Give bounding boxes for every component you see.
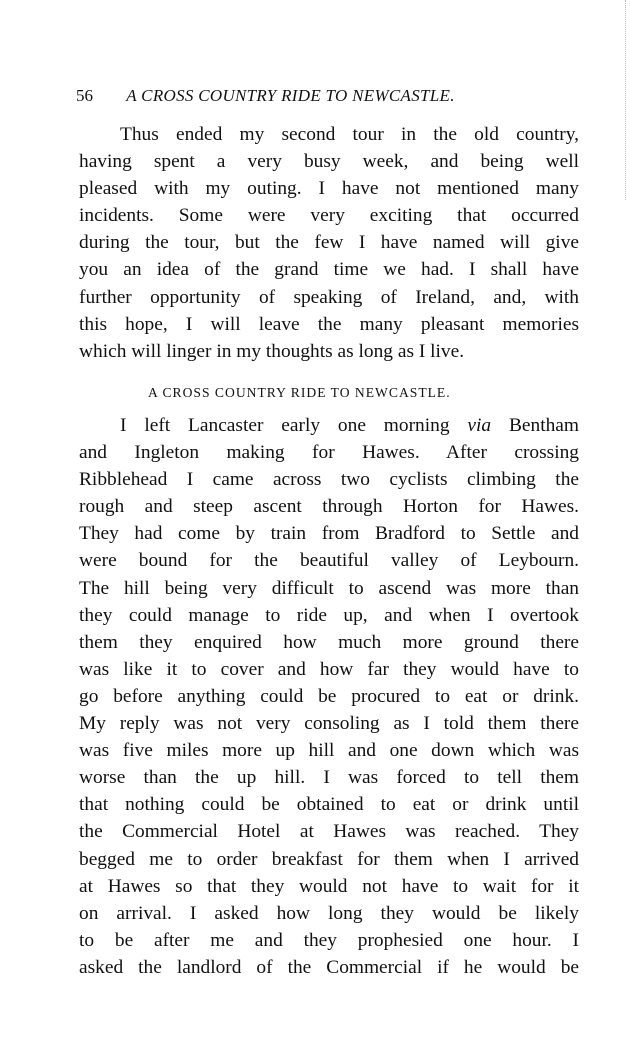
text-line: which will linger in my thoughts as long as I live. [79,340,465,362]
text-line: were bound for the beautiful valley of Leybourn. [79,550,579,572]
text-run: I left Lancaster early one morning [120,415,468,436]
text-run: Bentham [491,415,579,436]
text-line: at Hawes so that they would not have to wait for it [79,875,579,897]
text-line: and Ingleton making for Hawes. After crossing [79,442,579,464]
text-line: begged me to order breakfast for them when I arrived [79,848,579,870]
paragraph-ride-newcastle [79,412,579,981]
section-heading: A CROSS COUNTRY RIDE TO NEWCASTLE. [148,385,451,400]
running-title: A CROSS COUNTRY RIDE TO NEWCASTLE. [126,86,455,105]
text-line: you an idea of the grand time we had. I shall have [79,259,579,281]
page-edge-mark [622,0,626,200]
text-line: this hope, I will leave the many pleasant memories [79,313,579,335]
text-line: The hill being very difficult to ascend was more than [79,577,579,599]
text-line: was five miles more up hill and one down which was [79,740,579,762]
text-line: to be after me and they prophesied one hour. I [79,929,579,951]
text-line: during the tour, but the few I have named will give [79,232,579,254]
text-line: go before anything could be procured to eat or drink. [79,685,579,707]
text-line: on arrival. I asked how long they would be likely [79,902,579,924]
text-line: them they enquired how much more ground there [79,631,579,653]
text-line: the Commercial Hotel at Hawes was reached. They [79,821,579,843]
text-line: pleased with my outing. I have not mentioned many [79,178,579,200]
text-line: that nothing could be obtained to eat or drink until [79,794,579,816]
italic-word: via [467,415,492,436]
text-line: They had come by train from Bradford to Settle and [79,523,579,545]
text-line: Thus ended my second tour in the old country, [120,124,579,145]
text-line: they could manage to ride up, and when I overtook [79,604,579,626]
text-line: My reply was not very consoling as I told them there [79,713,579,735]
text-line: having spent a very busy week, and being well [79,151,579,173]
page-header [76,84,546,108]
text-line: further opportunity of speaking of Ireland, and, with [79,286,579,308]
text-line: asked the landlord of the Commercial if he would be [79,956,579,978]
text-line: was like it to cover and how far they would have to [79,658,579,680]
paragraph-closing-tour [79,121,579,365]
text-line: incidents. Some were very exciting that occurred [79,205,579,227]
page-number: 56 [76,86,93,105]
text-line: worse than the up hill. I was forced to tell them [79,767,579,789]
text-line: rough and steep ascent through Horton for Hawes. [79,496,579,518]
text-line: Ribblehead I came across two cyclists climbing the [79,469,579,491]
text-line-first [79,412,579,439]
